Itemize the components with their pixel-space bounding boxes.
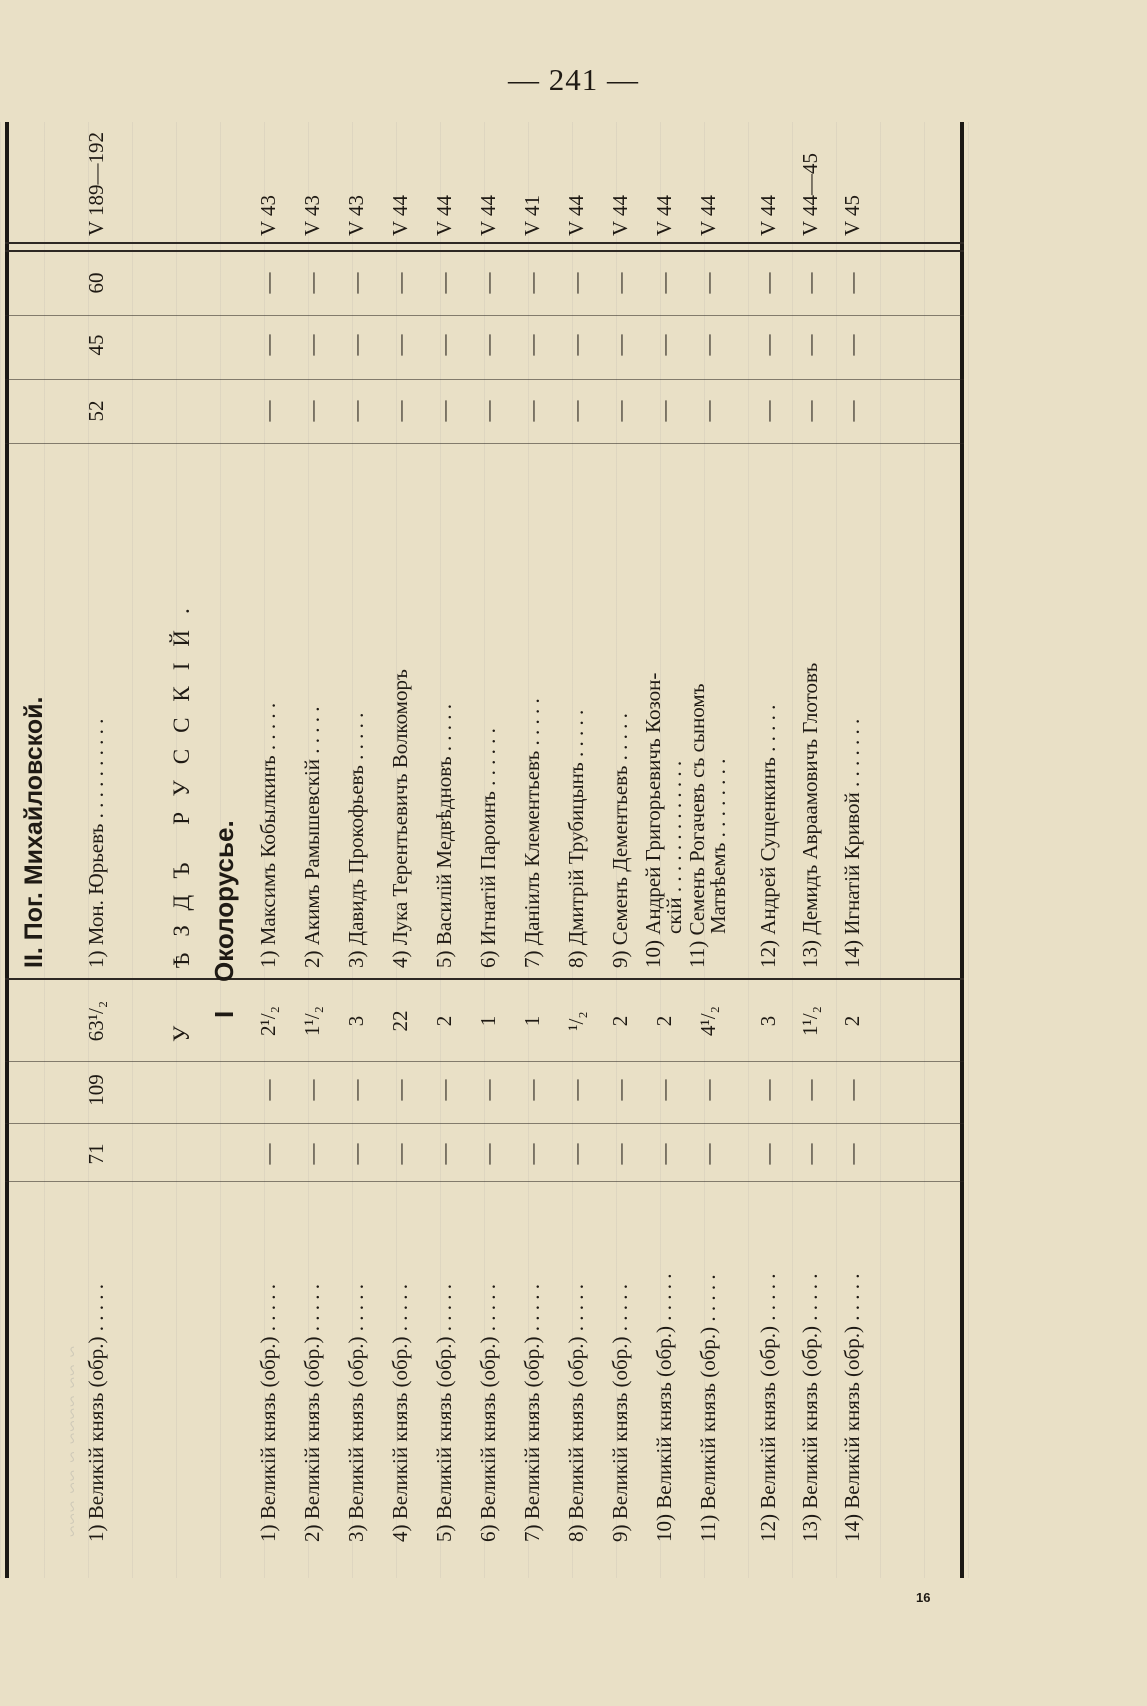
row-value-a: — (520, 1143, 544, 1165)
row-name: 1) Максимъ Кобылкинъ . . . . . (256, 702, 280, 968)
table-row (380, 122, 420, 1578)
row-value-d: — (476, 400, 500, 422)
row-reference: V 45 (840, 194, 864, 236)
row-value-b: — (520, 1079, 544, 1101)
row-name-continuation: Матвѣемъ . . . . . . . . (706, 758, 730, 934)
row-value-b: — (300, 1079, 324, 1101)
top-rule (5, 122, 9, 1578)
row-name: 8) Дмитрій Трубицынъ . . . . . (564, 709, 588, 968)
row-reference: V 44—45 (798, 152, 822, 236)
row-value-f: — (432, 272, 456, 294)
row-title: 11) Великій князь (обр.) . . . . . (696, 1274, 720, 1542)
row-value-e: — (388, 334, 412, 356)
row-value-d: — (608, 400, 632, 422)
row-value-b: — (798, 1079, 822, 1101)
page-number: — 241 — (508, 62, 639, 97)
row-value-d: — (798, 400, 822, 422)
row-reference: V 189—192 (84, 131, 108, 236)
row-reference: V 43 (300, 194, 324, 236)
row-value-a: — (756, 1143, 780, 1165)
row-name: 6) Игнатій Пароинъ . . . . . . (476, 728, 500, 968)
row-name: 4) Лука Терентьевичъ Волкоморъ (388, 669, 412, 968)
row-name: 3) Давидъ Прокофьевъ . . . . . (344, 712, 368, 968)
row-title: 3) Великій князь (обр.) . . . . . (344, 1284, 368, 1542)
table-row (248, 122, 288, 1578)
row-value-e: — (256, 334, 280, 356)
row-reference: V 44 (608, 194, 632, 236)
row-value-e: — (344, 334, 368, 356)
row-value-d: — (432, 400, 456, 422)
row-name (641, 448, 686, 968)
row-value-e: — (840, 334, 864, 356)
row-value-d: — (564, 400, 588, 422)
row-value-e: 45 (84, 334, 108, 356)
row-value-a: — (798, 1143, 822, 1165)
row-value-f: — (608, 272, 632, 294)
table-row (512, 122, 552, 1578)
row-value-b: — (608, 1079, 632, 1101)
row-name-continuation: скій . . . . . . . . . . . . . (662, 760, 686, 934)
row-value-d: — (256, 400, 280, 422)
row-value-e: — (520, 334, 544, 356)
row-value-b: — (840, 1079, 864, 1101)
row-value-c: 1 (520, 1015, 544, 1027)
row-value-f: — (300, 272, 324, 294)
row-value-c: 2 (432, 1015, 456, 1027)
row-value-d: — (840, 400, 864, 422)
subsection-number: I (209, 1010, 239, 1018)
row-value-c: 1¹/₂ (798, 1006, 822, 1036)
row-value-f: — (344, 272, 368, 294)
row-value-a: — (696, 1143, 720, 1165)
table-row-first (76, 122, 116, 1578)
row-title: 1) Великій князь (обр.) . . . . . (84, 1284, 108, 1542)
row-name (685, 448, 730, 968)
row-reference: V 44 (432, 194, 456, 236)
row-value-a: — (344, 1143, 368, 1165)
table-sheet (0, 122, 994, 1578)
row-value-e: — (608, 334, 632, 356)
row-reference: V 44 (388, 194, 412, 236)
row-reference: V 41 (520, 194, 544, 236)
subsection-heading: Околорусье. (209, 820, 239, 982)
table-row (292, 122, 332, 1578)
row-value-c: 2 (652, 1015, 676, 1027)
row-value-d: — (300, 400, 324, 422)
row-value-b: — (344, 1079, 368, 1101)
row-value-e: — (432, 334, 456, 356)
row-reference: V 44 (652, 194, 676, 236)
row-value-d: — (520, 400, 544, 422)
row-value-c: 3 (756, 1015, 780, 1027)
row-value-a: — (840, 1143, 864, 1165)
row-name: 9) Семенъ Дементьевъ . . . . . (608, 713, 632, 968)
row-value-c: 1¹/₂ (300, 1006, 324, 1036)
row-reference: V 43 (344, 194, 368, 236)
row-name: 12) Андрей Сущенкинъ . . . . . (756, 704, 780, 968)
row-value-f: — (256, 272, 280, 294)
row-value-d: — (652, 400, 676, 422)
signature-mark: 16 (916, 1590, 931, 1605)
row-value-f: — (652, 272, 676, 294)
table-row (832, 122, 872, 1578)
row-value-a: — (388, 1143, 412, 1165)
section-heading: II. Пог. Михайловской. (20, 696, 48, 968)
row-value-e: — (756, 334, 780, 356)
row-value-c: 2¹/₂ (256, 1006, 280, 1036)
row-value-b: — (256, 1079, 280, 1101)
row-value-f: 60 (84, 272, 108, 294)
rotated-table-block (0, 122, 994, 1578)
row-value-a: — (256, 1143, 280, 1165)
row-value-a: — (432, 1143, 456, 1165)
table-row (336, 122, 376, 1578)
row-value-d: — (388, 400, 412, 422)
row-reference: V 44 (564, 194, 588, 236)
row-title: 4) Великій князь (обр.) . . . . . (388, 1284, 412, 1542)
row-value-b: — (652, 1079, 676, 1101)
row-value-b: — (756, 1079, 780, 1101)
table-row (641, 122, 686, 1578)
row-name-line: 10) Андрей Григорьевичъ Козон- (641, 672, 665, 968)
row-value-e: — (696, 334, 720, 356)
row-title: 13) Великій князь (обр.) . . . . . (798, 1273, 822, 1542)
row-title: 5) Великій князь (обр.) . . . . . (432, 1284, 456, 1542)
row-title: 7) Великій князь (обр.) . . . . . (520, 1284, 544, 1542)
table-row (685, 122, 730, 1578)
row-name-line: 11) Семенъ Рогачевъ съ сыномъ (685, 683, 709, 968)
row-name: 14) Игнатій Кривой . . . . . . . (840, 718, 864, 968)
row-title: 14) Великій князь (обр.) . . . . . (840, 1273, 864, 1542)
row-value-b: 109 (84, 1074, 108, 1106)
row-value-b: — (432, 1079, 456, 1101)
row-value-f: — (388, 272, 412, 294)
row-value-c: 2 (608, 1015, 632, 1027)
row-reference: V 44 (696, 194, 720, 236)
row-name: 2) Акимъ Рамышевскій . . . . . (300, 706, 324, 968)
row-reference: V 44 (476, 194, 500, 236)
row-value-f: — (840, 272, 864, 294)
row-value-b: — (476, 1079, 500, 1101)
row-name: 5) Василій Медвѣдновъ . . . . . (432, 703, 456, 968)
row-value-f: — (798, 272, 822, 294)
row-value-a: 71 (84, 1143, 108, 1165)
row-value-c: 22 (388, 1010, 412, 1032)
row-value-c: ¹/₂ (564, 1011, 588, 1031)
row-value-a: — (652, 1143, 676, 1165)
row-title: 6) Великій князь (обр.) . . . . . (476, 1284, 500, 1542)
table-row (790, 122, 830, 1578)
row-value-b: — (388, 1079, 412, 1101)
row-value-a: — (608, 1143, 632, 1165)
row-value-c: 3 (344, 1015, 368, 1027)
row-value-c: 63¹/₂ (84, 1000, 108, 1042)
row-value-a: — (564, 1143, 588, 1165)
uezd-initial: У (169, 1025, 194, 1042)
table-row (748, 122, 788, 1578)
row-name: 1) Мон. Юрьевъ . . . . . . . . . . (84, 718, 108, 968)
row-value-b: — (696, 1079, 720, 1101)
row-value-f: — (756, 272, 780, 294)
row-title: 9) Великій князь (обр.) . . . . . (608, 1284, 632, 1542)
row-value-c: 2 (840, 1015, 864, 1027)
row-value-a: — (476, 1143, 500, 1165)
row-value-d: — (756, 400, 780, 422)
table-row (600, 122, 640, 1578)
row-title: 10) Великій князь (обр.) . . . . . (652, 1273, 676, 1542)
row-value-e: — (564, 334, 588, 356)
table-row (468, 122, 508, 1578)
row-value-d: — (344, 400, 368, 422)
bottom-rule (960, 122, 964, 1578)
row-value-a: — (300, 1143, 324, 1165)
row-value-c: 4¹/₂ (696, 1006, 720, 1036)
row-value-e: — (798, 334, 822, 356)
row-name: 13) Демидъ Авраамовичъ Глотовъ (798, 662, 822, 968)
row-value-e: — (300, 334, 324, 356)
table-row (556, 122, 596, 1578)
row-value-f: — (476, 272, 500, 294)
row-value-e: — (476, 334, 500, 356)
row-value-c: 1 (476, 1015, 500, 1027)
row-value-f: — (564, 272, 588, 294)
row-reference: V 44 (756, 194, 780, 236)
bleed-through-text: ~ ~~ ~~~~ ~ ~~ ~~~ (60, 1346, 84, 1538)
row-value-e: — (652, 334, 676, 356)
row-title: 12) Великій князь (обр.) . . . . . (756, 1273, 780, 1542)
row-value-f: — (520, 272, 544, 294)
uezd-heading: ѢЗДЪ РУССКІЙ. (169, 592, 194, 968)
row-title: 1) Великій князь (обр.) . . . . . (256, 1284, 280, 1542)
row-value-f: — (696, 272, 720, 294)
row-reference: V 43 (256, 194, 280, 236)
row-value-b: — (564, 1079, 588, 1101)
row-value-d: — (696, 400, 720, 422)
row-name: 7) Даніилъ Клементьевъ . . . . . (520, 698, 544, 968)
table-row (424, 122, 464, 1578)
row-value-d: 52 (84, 400, 108, 422)
row-title: 8) Великій князь (обр.) . . . . . (564, 1284, 588, 1542)
row-title: 2) Великій князь (обр.) . . . . . (300, 1284, 324, 1542)
